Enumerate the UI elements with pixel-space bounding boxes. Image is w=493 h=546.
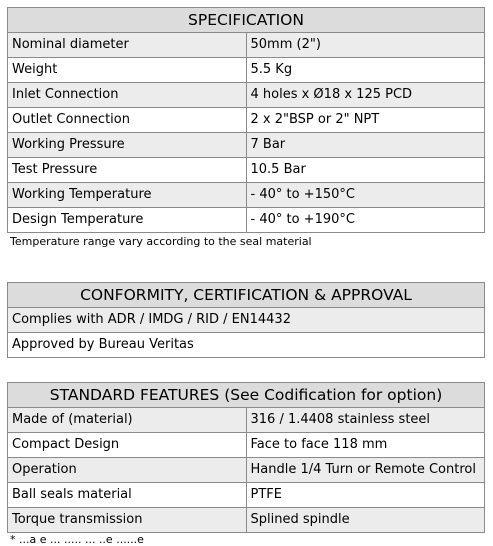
table-row xyxy=(8,183,485,208)
footnote: * ...a e ... ..... ... ..e ......e xyxy=(10,533,144,546)
table-row xyxy=(8,33,485,58)
row-value: 5.5 Kg xyxy=(246,58,485,83)
row-value: PTFE xyxy=(246,483,485,508)
table-header xyxy=(8,8,485,33)
table-row xyxy=(8,483,485,508)
table-row xyxy=(8,83,485,108)
table-row xyxy=(8,408,485,433)
table-row xyxy=(8,58,485,83)
row-value: 10.5 Bar xyxy=(246,158,485,183)
row-label: Made of (material) xyxy=(8,408,247,433)
table-row xyxy=(8,508,485,533)
table-header xyxy=(8,283,485,308)
table-row xyxy=(8,133,485,158)
table-row xyxy=(8,208,485,233)
conformity-title: CONFORMITY, CERTIFICATION & APPROVAL xyxy=(8,283,485,308)
row-label: Outlet Connection xyxy=(8,108,247,133)
row-value: - 40° to +190°C xyxy=(246,208,485,233)
specification-title: SPECIFICATION xyxy=(8,8,485,33)
features-table xyxy=(7,382,485,533)
row-label: Test Pressure xyxy=(8,158,247,183)
table-row xyxy=(8,458,485,483)
row-value: - 40° to +150°C xyxy=(246,183,485,208)
row-label: Working Temperature xyxy=(8,183,247,208)
row-value: 4 holes x Ø18 x 125 PCD xyxy=(246,83,485,108)
temperature-note: Temperature range vary according to the seal material xyxy=(10,235,312,248)
row-label: Nominal diameter xyxy=(8,33,247,58)
row-value: 316 / 1.4408 stainless steel xyxy=(246,408,485,433)
table-row xyxy=(8,108,485,133)
conformity-item: Approved by Bureau Veritas xyxy=(8,333,485,358)
table-row xyxy=(8,333,485,358)
row-label: Weight xyxy=(8,58,247,83)
row-value: 2 x 2"BSP or 2" NPT xyxy=(246,108,485,133)
row-value: Handle 1/4 Turn or Remote Control xyxy=(246,458,485,483)
row-value: 7 Bar xyxy=(246,133,485,158)
table-row xyxy=(8,158,485,183)
table-header xyxy=(8,383,485,408)
row-label: Compact Design xyxy=(8,433,247,458)
row-label: Ball seals material xyxy=(8,483,247,508)
row-value: Splined spindle xyxy=(246,508,485,533)
row-label: Torque transmission xyxy=(8,508,247,533)
conformity-table xyxy=(7,282,485,358)
table-row xyxy=(8,308,485,333)
features-title: STANDARD FEATURES (See Codification for option) xyxy=(8,383,485,408)
row-label: Inlet Connection xyxy=(8,83,247,108)
row-label: Operation xyxy=(8,458,247,483)
specification-table xyxy=(7,7,485,233)
row-value: 50mm (2") xyxy=(246,33,485,58)
row-label: Design Temperature xyxy=(8,208,247,233)
row-value: Face to face 118 mm xyxy=(246,433,485,458)
row-label: Working Pressure xyxy=(8,133,247,158)
conformity-item: Complies with ADR / IMDG / RID / EN14432 xyxy=(8,308,485,333)
table-row xyxy=(8,433,485,458)
